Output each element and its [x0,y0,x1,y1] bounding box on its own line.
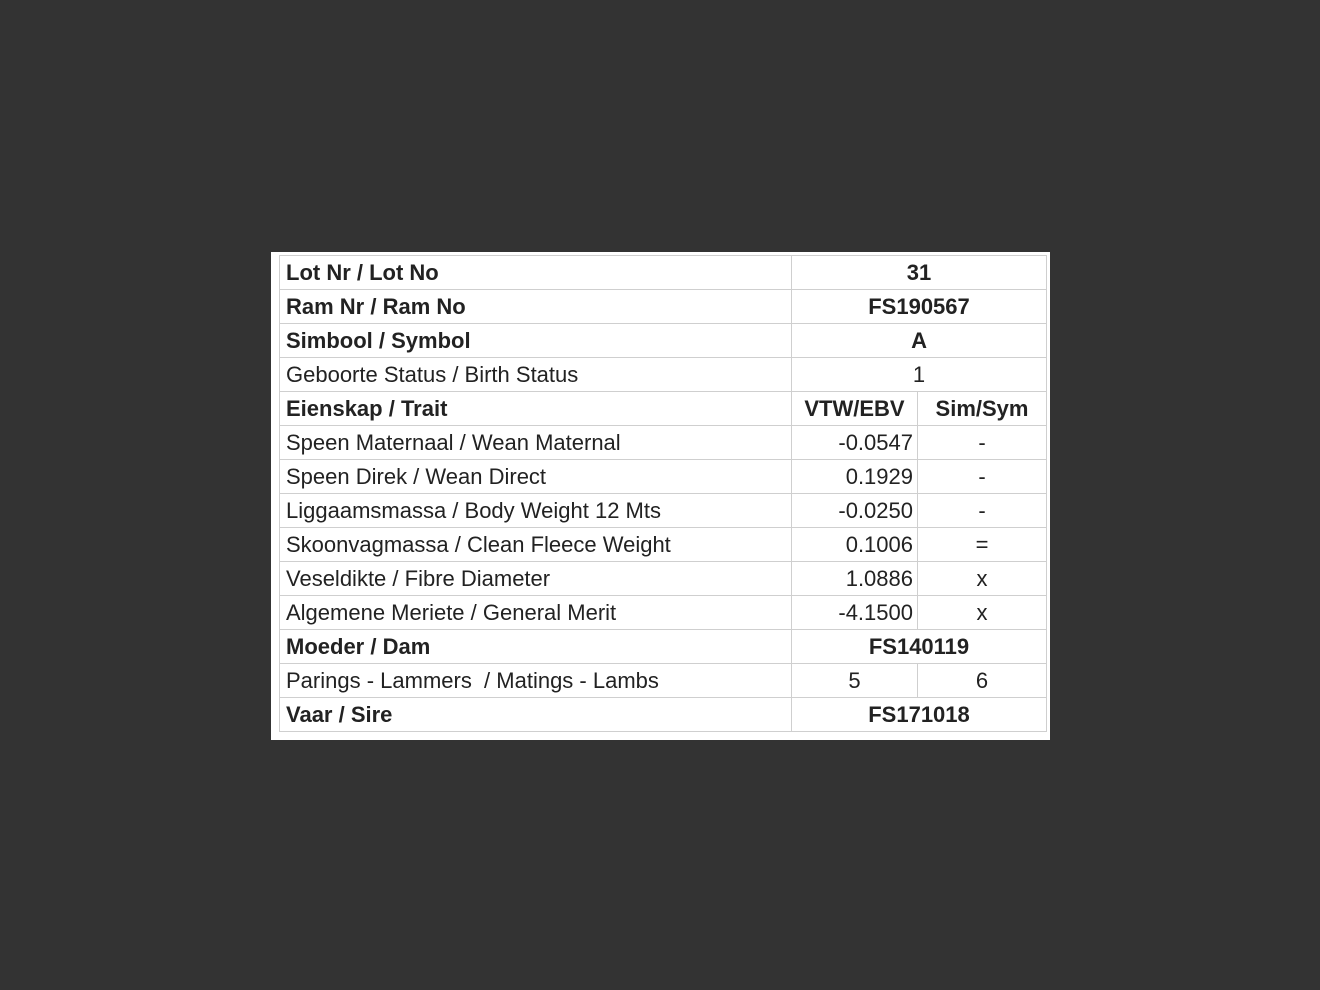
ram-info-card [271,252,1050,740]
trait-ebv: -0.0547 [792,426,918,460]
trait-row [280,528,1047,562]
trait-ebv: 1.0886 [792,562,918,596]
trait-label: Algemene Meriete / General Merit [280,596,792,630]
trait-ebv: 0.1006 [792,528,918,562]
table-row [280,256,1047,290]
symbol-value: A [792,324,1047,358]
table-row [280,698,1047,732]
symbol-label: Simbool / Symbol [280,324,792,358]
trait-symbol: - [918,460,1047,494]
table-row [280,664,1047,698]
ram-number-value: FS190567 [792,290,1047,324]
dam-value: FS140119 [792,630,1047,664]
trait-label: Liggaamsmassa / Body Weight 12 Mts [280,494,792,528]
trait-label: Veseldikte / Fibre Diameter [280,562,792,596]
trait-row [280,494,1047,528]
trait-symbol: - [918,494,1047,528]
ebv-column-header: VTW/EBV [792,392,918,426]
trait-symbol: = [918,528,1047,562]
trait-label: Skoonvagmassa / Clean Fleece Weight [280,528,792,562]
symbol-column-header: Sim/Sym [918,392,1047,426]
ram-number-label: Ram Nr / Ram No [280,290,792,324]
lambs-value: 6 [918,664,1047,698]
dam-label: Moeder / Dam [280,630,792,664]
lot-number-label: Lot Nr / Lot No [280,256,792,290]
trait-symbol: x [918,596,1047,630]
trait-ebv: -4.1500 [792,596,918,630]
trait-row [280,562,1047,596]
matings-lambs-label: Parings - Lammers / Matings - Lambs [280,664,792,698]
table-row [280,324,1047,358]
trait-ebv: -0.0250 [792,494,918,528]
ram-info-table [279,255,1047,732]
trait-ebv: 0.1929 [792,460,918,494]
trait-header-label: Eienskap / Trait [280,392,792,426]
trait-label: Speen Direk / Wean Direct [280,460,792,494]
table-row [280,630,1047,664]
lot-number-value: 31 [792,256,1047,290]
trait-row [280,596,1047,630]
table-header-row [280,392,1047,426]
sire-value: FS171018 [792,698,1047,732]
birth-status-value: 1 [792,358,1047,392]
trait-row [280,426,1047,460]
trait-label: Speen Maternaal / Wean Maternal [280,426,792,460]
trait-symbol: - [918,426,1047,460]
trait-row [280,460,1047,494]
table-row [280,290,1047,324]
trait-symbol: x [918,562,1047,596]
matings-value: 5 [792,664,918,698]
table-row [280,358,1047,392]
sire-label: Vaar / Sire [280,698,792,732]
birth-status-label: Geboorte Status / Birth Status [280,358,792,392]
